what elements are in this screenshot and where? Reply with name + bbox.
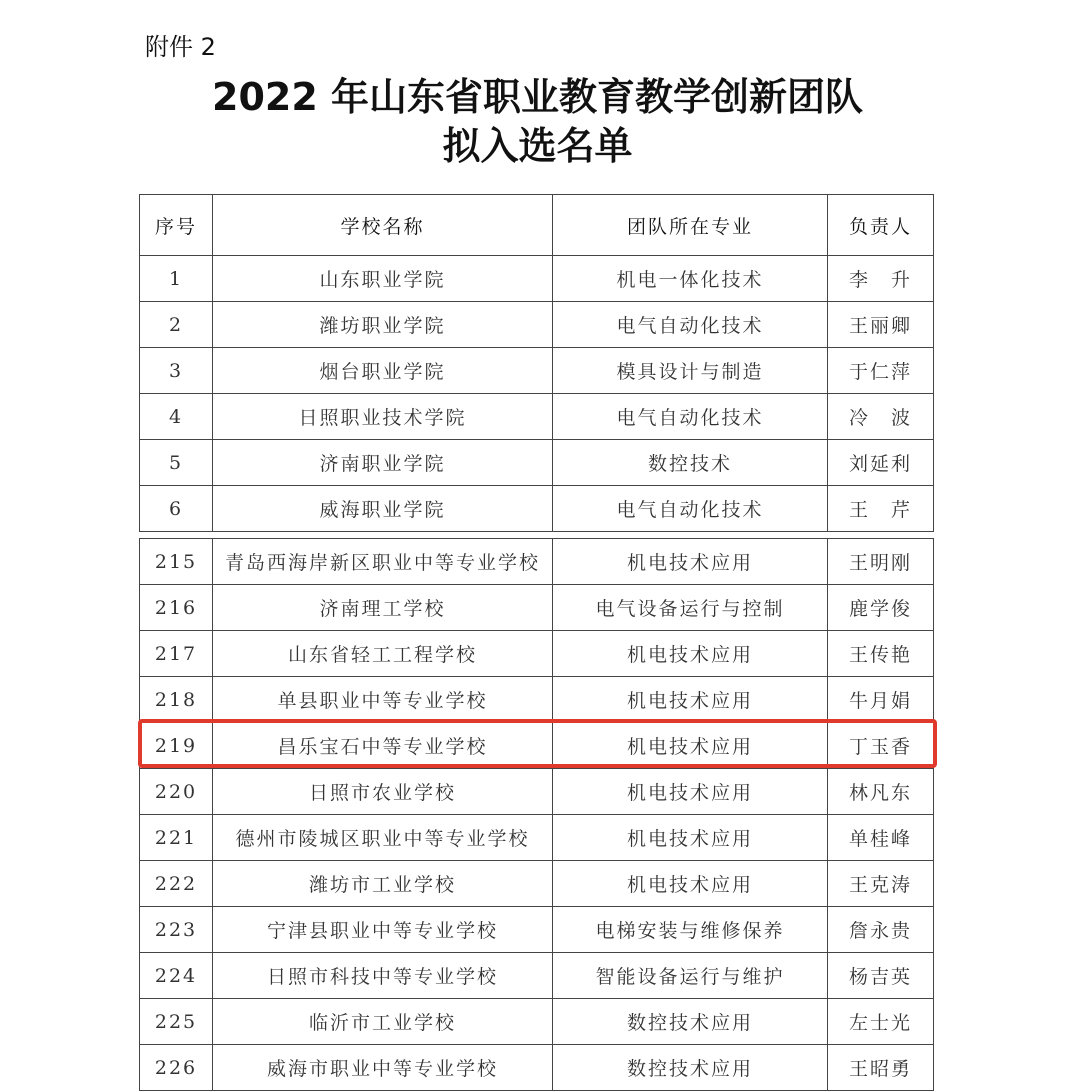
cell-index: 6 [140,486,213,532]
cell-school: 德州市陵城区职业中等专业学校 [213,815,553,861]
cell-leader: 王昭勇 [828,1045,934,1091]
cell-major: 电气自动化技术 [553,486,828,532]
cell-index: 216 [140,585,213,631]
header-school: 学校名称 [213,195,553,256]
cell-leader: 鹿学俊 [828,585,934,631]
cell-major: 机电技术应用 [553,723,828,769]
cell-school: 单县职业中等专业学校 [213,677,553,723]
cell-school: 威海市职业中等专业学校 [213,1045,553,1091]
cell-school: 日照职业技术学院 [213,394,553,440]
cell-major: 电气设备运行与控制 [553,585,828,631]
header-index: 序号 [140,195,213,256]
table-row [140,486,934,532]
cell-school: 日照市科技中等专业学校 [213,953,553,999]
cell-leader: 王明刚 [828,539,934,585]
cell-school: 昌乐宝石中等专业学校 [213,723,553,769]
cell-index: 217 [140,631,213,677]
cell-school: 山东省轻工工程学校 [213,631,553,677]
cell-leader: 牛月娟 [828,677,934,723]
cell-school: 宁津县职业中等专业学校 [213,907,553,953]
table-row [140,769,934,815]
cell-index: 219 [140,723,213,769]
roster-table-top [139,194,934,532]
cell-leader: 詹永贵 [828,907,934,953]
cell-major: 机电技术应用 [553,631,828,677]
cell-leader: 王 芹 [828,486,934,532]
cell-school: 山东职业学院 [213,256,553,302]
table-row [140,394,934,440]
cell-major: 机电技术应用 [553,769,828,815]
cell-index: 220 [140,769,213,815]
cell-school: 临沂市工业学校 [213,999,553,1045]
roster-table-bottom [139,538,934,1091]
cell-leader: 王丽卿 [828,302,934,348]
cell-leader: 王传艳 [828,631,934,677]
table-row [140,302,934,348]
cell-index: 222 [140,861,213,907]
cell-major: 机电技术应用 [553,539,828,585]
cell-major: 机电技术应用 [553,861,828,907]
table-row [140,999,934,1045]
cell-leader: 冷 波 [828,394,934,440]
table-row [140,907,934,953]
cell-school: 潍坊市工业学校 [213,861,553,907]
cell-index: 215 [140,539,213,585]
cell-leader: 刘延利 [828,440,934,486]
highlight-box-row-219 [138,719,937,768]
cell-index: 223 [140,907,213,953]
cell-index: 2 [140,302,213,348]
cell-leader: 林凡东 [828,769,934,815]
cell-school: 济南职业学院 [213,440,553,486]
cell-school: 济南理工学校 [213,585,553,631]
cell-index: 218 [140,677,213,723]
table-row [140,861,934,907]
cell-index: 1 [140,256,213,302]
cell-leader: 李 升 [828,256,934,302]
cell-major: 电气自动化技术 [553,394,828,440]
cell-index: 4 [140,394,213,440]
cell-school: 潍坊职业学院 [213,302,553,348]
cell-major: 电气自动化技术 [553,302,828,348]
cell-major: 模具设计与制造 [553,348,828,394]
cell-major: 机电一体化技术 [553,256,828,302]
header-leader: 负责人 [828,195,934,256]
cell-major: 数控技术 [553,440,828,486]
cell-school: 烟台职业学院 [213,348,553,394]
document-title: 2022 年山东省职业教育教学创新团队 [212,75,863,119]
cell-major: 电梯安装与维修保养 [553,907,828,953]
table-row [140,539,934,585]
document-subtitle: 拟入选名单 [442,124,633,168]
cell-school: 威海职业学院 [213,486,553,532]
cell-index: 3 [140,348,213,394]
cell-school: 青岛西海岸新区职业中等专业学校 [213,539,553,585]
attachment-label: 附件 2 [145,33,216,61]
cell-index: 226 [140,1045,213,1091]
table-row [140,815,934,861]
cell-index: 5 [140,440,213,486]
cell-leader: 左士光 [828,999,934,1045]
cell-major: 机电技术应用 [553,815,828,861]
cell-school: 日照市农业学校 [213,769,553,815]
table-row [140,348,934,394]
table-row [140,585,934,631]
table-row [140,677,934,723]
table-row [140,631,934,677]
cell-major: 数控技术应用 [553,999,828,1045]
cell-leader: 丁玉香 [828,723,934,769]
cell-index: 221 [140,815,213,861]
table-row [140,1045,934,1091]
cell-leader: 于仁萍 [828,348,934,394]
table-row [140,256,934,302]
cell-major: 数控技术应用 [553,1045,828,1091]
cell-major: 机电技术应用 [553,677,828,723]
table-row [140,440,934,486]
cell-leader: 杨吉英 [828,953,934,999]
header-major: 团队所在专业 [553,195,828,256]
table-row [140,953,934,999]
table-header-row [140,195,934,256]
cell-major: 智能设备运行与维护 [553,953,828,999]
cell-leader: 王克涛 [828,861,934,907]
cell-leader: 单桂峰 [828,815,934,861]
cell-index: 224 [140,953,213,999]
cell-index: 225 [140,999,213,1045]
